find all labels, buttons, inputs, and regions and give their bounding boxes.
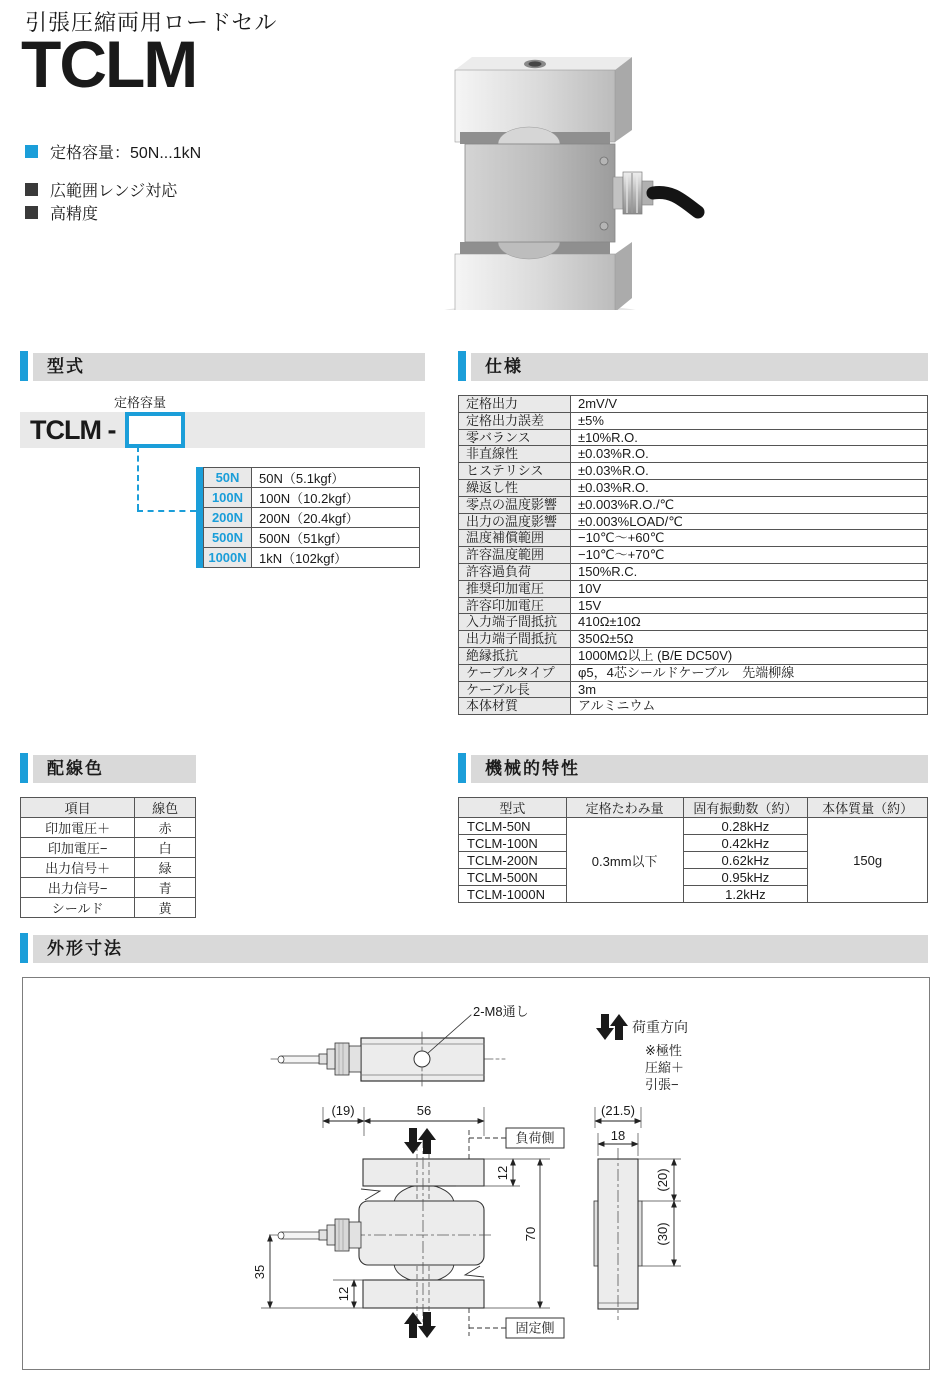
capacity-value: 500N（51kgf）	[252, 528, 420, 548]
section-title: 仕様	[471, 353, 928, 381]
dim-height: 70	[523, 1226, 538, 1242]
load-cell-body	[455, 57, 632, 310]
capacity-value: 1kN（102kgf）	[252, 548, 420, 568]
down-arrow-icon	[596, 1014, 614, 1040]
product-photo	[430, 40, 800, 310]
spec-row	[459, 631, 928, 648]
spec-label: 入力端子間抵抗	[459, 614, 571, 631]
spec-row	[459, 396, 928, 413]
mech-table-head-row	[459, 798, 928, 818]
spec-row	[459, 530, 928, 547]
mech-model: TCLM-1000N	[459, 886, 567, 903]
spec-value: 15V	[571, 597, 928, 614]
section-header-dimensions	[20, 933, 928, 963]
feature-item	[25, 178, 177, 201]
dim-cable-height: 35	[252, 1264, 267, 1280]
spec-value: ±10%R.O.	[571, 429, 928, 446]
spec-label: 零バランス	[459, 429, 571, 446]
spec-row	[459, 614, 928, 631]
capacity-value: 50N（5.1kgf）	[252, 468, 420, 488]
bullet-square-icon	[25, 206, 38, 219]
accent-bar	[458, 351, 466, 381]
feature-item	[25, 201, 98, 224]
spec-value: 150%R.C.	[571, 563, 928, 580]
tension-label: 引張−	[645, 1077, 679, 1092]
accent-bar	[458, 753, 466, 783]
dim-side-mid: (30)	[655, 1222, 670, 1246]
spec-label: 定格出力	[459, 396, 571, 413]
dim-width-cable: (19)	[331, 1103, 355, 1118]
spec-value: 10V	[571, 580, 928, 597]
bullet-square-icon	[25, 183, 38, 196]
mech-model: TCLM-200N	[459, 852, 567, 869]
spec-label: 許容温度範囲	[459, 547, 571, 564]
wiring-row	[21, 898, 196, 918]
wiring-item: シールド	[21, 898, 135, 918]
spec-row	[459, 681, 928, 698]
wiring-head-row	[21, 798, 196, 818]
dim-depth: (21.5)	[601, 1103, 635, 1118]
mech-header: 定格たわみ量	[566, 798, 683, 818]
spec-row	[459, 698, 928, 715]
spec-label: 許容過負荷	[459, 563, 571, 580]
spec-row	[459, 597, 928, 614]
wiring-row	[21, 838, 196, 858]
spec-value: ±0.003%LOAD/℃	[571, 513, 928, 530]
mech-model: TCLM-50N	[459, 818, 567, 835]
capacity-code: 50N	[204, 468, 252, 488]
spec-label: 非直線性	[459, 446, 571, 463]
product-category: 引張圧縮両用ロードセル	[25, 10, 278, 35]
mech-header: 型式	[459, 798, 567, 818]
section-header-mech	[458, 753, 928, 783]
spec-label: 温度補償範囲	[459, 530, 571, 547]
mech-model: TCLM-500N	[459, 869, 567, 886]
dim-bottom-offset: 12	[336, 1286, 351, 1302]
section-header-model	[20, 351, 425, 381]
mech-header: 固有振動数（約）	[683, 798, 808, 818]
section-header-spec	[458, 351, 928, 381]
mech-row	[459, 818, 928, 835]
compression-label: 圧縮＋	[645, 1060, 685, 1075]
spec-row	[459, 647, 928, 664]
model-code-bar	[20, 412, 425, 448]
wiring-table	[20, 797, 196, 918]
wiring-item: 印加電圧−	[21, 838, 135, 858]
wiring-item: 出力信号＋	[21, 858, 135, 878]
feature-label: 定格容量：50N...1kN	[50, 145, 202, 162]
spec-label: 繰返し性	[459, 479, 571, 496]
mech-header: 本体質量（約）	[808, 798, 928, 818]
mech-frequency: 0.28kHz	[683, 818, 808, 835]
capacity-code-box	[125, 412, 185, 448]
accent-bar	[20, 351, 28, 381]
wiring-row	[21, 858, 196, 878]
capacity-code: 100N	[204, 488, 252, 508]
spec-value: 2mV/V	[571, 396, 928, 413]
load-side-label: 負荷側	[515, 1130, 555, 1146]
accent-bar	[20, 933, 28, 963]
mech-frequency: 0.95kHz	[683, 869, 808, 886]
spec-label: ヒステリシス	[459, 463, 571, 480]
spec-value: ±0.03%R.O.	[571, 446, 928, 463]
wiring-item: 印加電圧＋	[21, 818, 135, 838]
spec-row	[459, 496, 928, 513]
mech-model: TCLM-100N	[459, 835, 567, 852]
mech-deflection: 0.3mm以下	[566, 818, 683, 903]
connector-dashed-line	[137, 446, 139, 510]
capacity-table-body	[204, 468, 420, 568]
polarity-note: ※極性	[645, 1043, 682, 1058]
spec-value: 410Ω±10Ω	[571, 614, 928, 631]
wiring-color: 白	[135, 838, 196, 858]
dim-width-body: 56	[416, 1103, 432, 1118]
spec-table-body	[459, 396, 928, 715]
spec-value: 1000MΩ以上 (B/E DC50V)	[571, 647, 928, 664]
dimension-drawing-box	[22, 977, 930, 1370]
section-title: 機械的特性	[471, 755, 928, 783]
spec-value: ±5%	[571, 412, 928, 429]
wiring-item: 出力信号−	[21, 878, 135, 898]
spec-label: 零点の温度影響	[459, 496, 571, 513]
capacity-row	[204, 468, 420, 488]
product-title: TCLM	[21, 27, 197, 101]
spec-row	[459, 412, 928, 429]
connector-dashed-line	[137, 510, 196, 512]
capacity-row	[204, 548, 420, 568]
spec-value: 3m	[571, 681, 928, 698]
load-cell-photo-illustration	[430, 40, 800, 310]
spec-label: 出力端子間抵抗	[459, 631, 571, 648]
bullet-square-icon	[25, 145, 38, 158]
fixed-side-label: 固定側	[515, 1320, 555, 1336]
dim-top-offset: 12	[495, 1165, 510, 1181]
spec-row	[459, 513, 928, 530]
model-prefix: TCLM -	[30, 414, 116, 445]
wiring-color: 赤	[135, 818, 196, 838]
spec-row	[459, 664, 928, 681]
bolt-label: 2-M8通し	[473, 1004, 529, 1019]
wiring-table-body	[21, 818, 196, 918]
mech-frequency: 0.42kHz	[683, 835, 808, 852]
spec-value: ±0.003%R.O./℃	[571, 496, 928, 513]
spec-value: アルミニウム	[571, 698, 928, 715]
section-title: 型式	[33, 353, 425, 381]
capacity-row	[204, 508, 420, 528]
wiring-color: 青	[135, 878, 196, 898]
down-arrow-icon	[404, 1128, 422, 1154]
mech-mass: 150g	[808, 818, 928, 903]
load-direction-annotation	[596, 1014, 688, 1092]
capacity-value: 100N（10.2kgf）	[252, 488, 420, 508]
capacity-row	[204, 488, 420, 508]
capacity-code: 200N	[204, 508, 252, 528]
section-title: 外形寸法	[33, 935, 928, 963]
capacity-label: 定格容量	[114, 395, 167, 410]
front-view	[269, 1128, 493, 1338]
dimension-drawing	[23, 978, 929, 1368]
mech-table-body	[459, 818, 928, 903]
up-arrow-icon	[418, 1128, 436, 1154]
wiring-color: 黄	[135, 898, 196, 918]
spec-row	[459, 563, 928, 580]
spec-label: ケーブル長	[459, 681, 571, 698]
capacity-value: 200N（20.4kgf）	[252, 508, 420, 528]
up-arrow-icon	[610, 1014, 628, 1040]
side-view	[594, 1148, 681, 1320]
spec-row	[459, 463, 928, 480]
spec-label: 定格出力誤差	[459, 412, 571, 429]
accent-bar	[196, 467, 203, 568]
mech-table	[458, 797, 928, 903]
spec-value: φ5，4芯シールドケーブル 先端柳線	[571, 664, 928, 681]
feature-label: 高精度	[50, 206, 99, 223]
load-direction-label: 荷重方向	[632, 1019, 688, 1035]
spec-table	[458, 395, 928, 715]
down-arrow-icon	[418, 1312, 436, 1338]
spec-value: ±0.03%R.O.	[571, 463, 928, 480]
cable	[653, 192, 698, 212]
spec-row	[459, 547, 928, 564]
spec-row	[459, 446, 928, 463]
capacity-table	[196, 467, 420, 568]
spec-label: 絶縁抵抗	[459, 647, 571, 664]
spec-value: −10℃～+60℃	[571, 530, 928, 547]
dimension-row	[323, 1103, 641, 1156]
spec-row	[459, 580, 928, 597]
section-header-wiring	[20, 753, 196, 783]
capacity-row	[204, 528, 420, 548]
wiring-header: 線色	[135, 798, 196, 818]
feature-item	[25, 140, 201, 163]
spec-label: 出力の温度影響	[459, 513, 571, 530]
spec-label: ケーブルタイプ	[459, 664, 571, 681]
section-title: 配線色	[33, 755, 196, 783]
spec-value: 350Ω±5Ω	[571, 631, 928, 648]
capacity-code: 1000N	[204, 548, 252, 568]
spec-value: ±0.03%R.O.	[571, 479, 928, 496]
mech-frequency: 0.62kHz	[683, 852, 808, 869]
dim-side-width: 18	[610, 1128, 626, 1143]
spec-row	[459, 479, 928, 496]
wiring-row	[21, 878, 196, 898]
wiring-row	[21, 818, 196, 838]
accent-bar	[20, 753, 28, 783]
spec-label: 許容印加電圧	[459, 597, 571, 614]
wiring-color: 緑	[135, 858, 196, 878]
spec-value: −10℃～+70℃	[571, 547, 928, 564]
up-arrow-icon	[404, 1312, 422, 1338]
feature-label: 広範囲レンジ対応	[50, 183, 178, 200]
mech-frequency: 1.2kHz	[683, 886, 808, 903]
capacity-code: 500N	[204, 528, 252, 548]
wiring-header: 項目	[21, 798, 135, 818]
dim-side-top: (20)	[655, 1168, 670, 1192]
spec-label: 本体材質	[459, 698, 571, 715]
top-view	[271, 1004, 529, 1088]
spec-label: 推奨印加電圧	[459, 580, 571, 597]
spec-row	[459, 429, 928, 446]
